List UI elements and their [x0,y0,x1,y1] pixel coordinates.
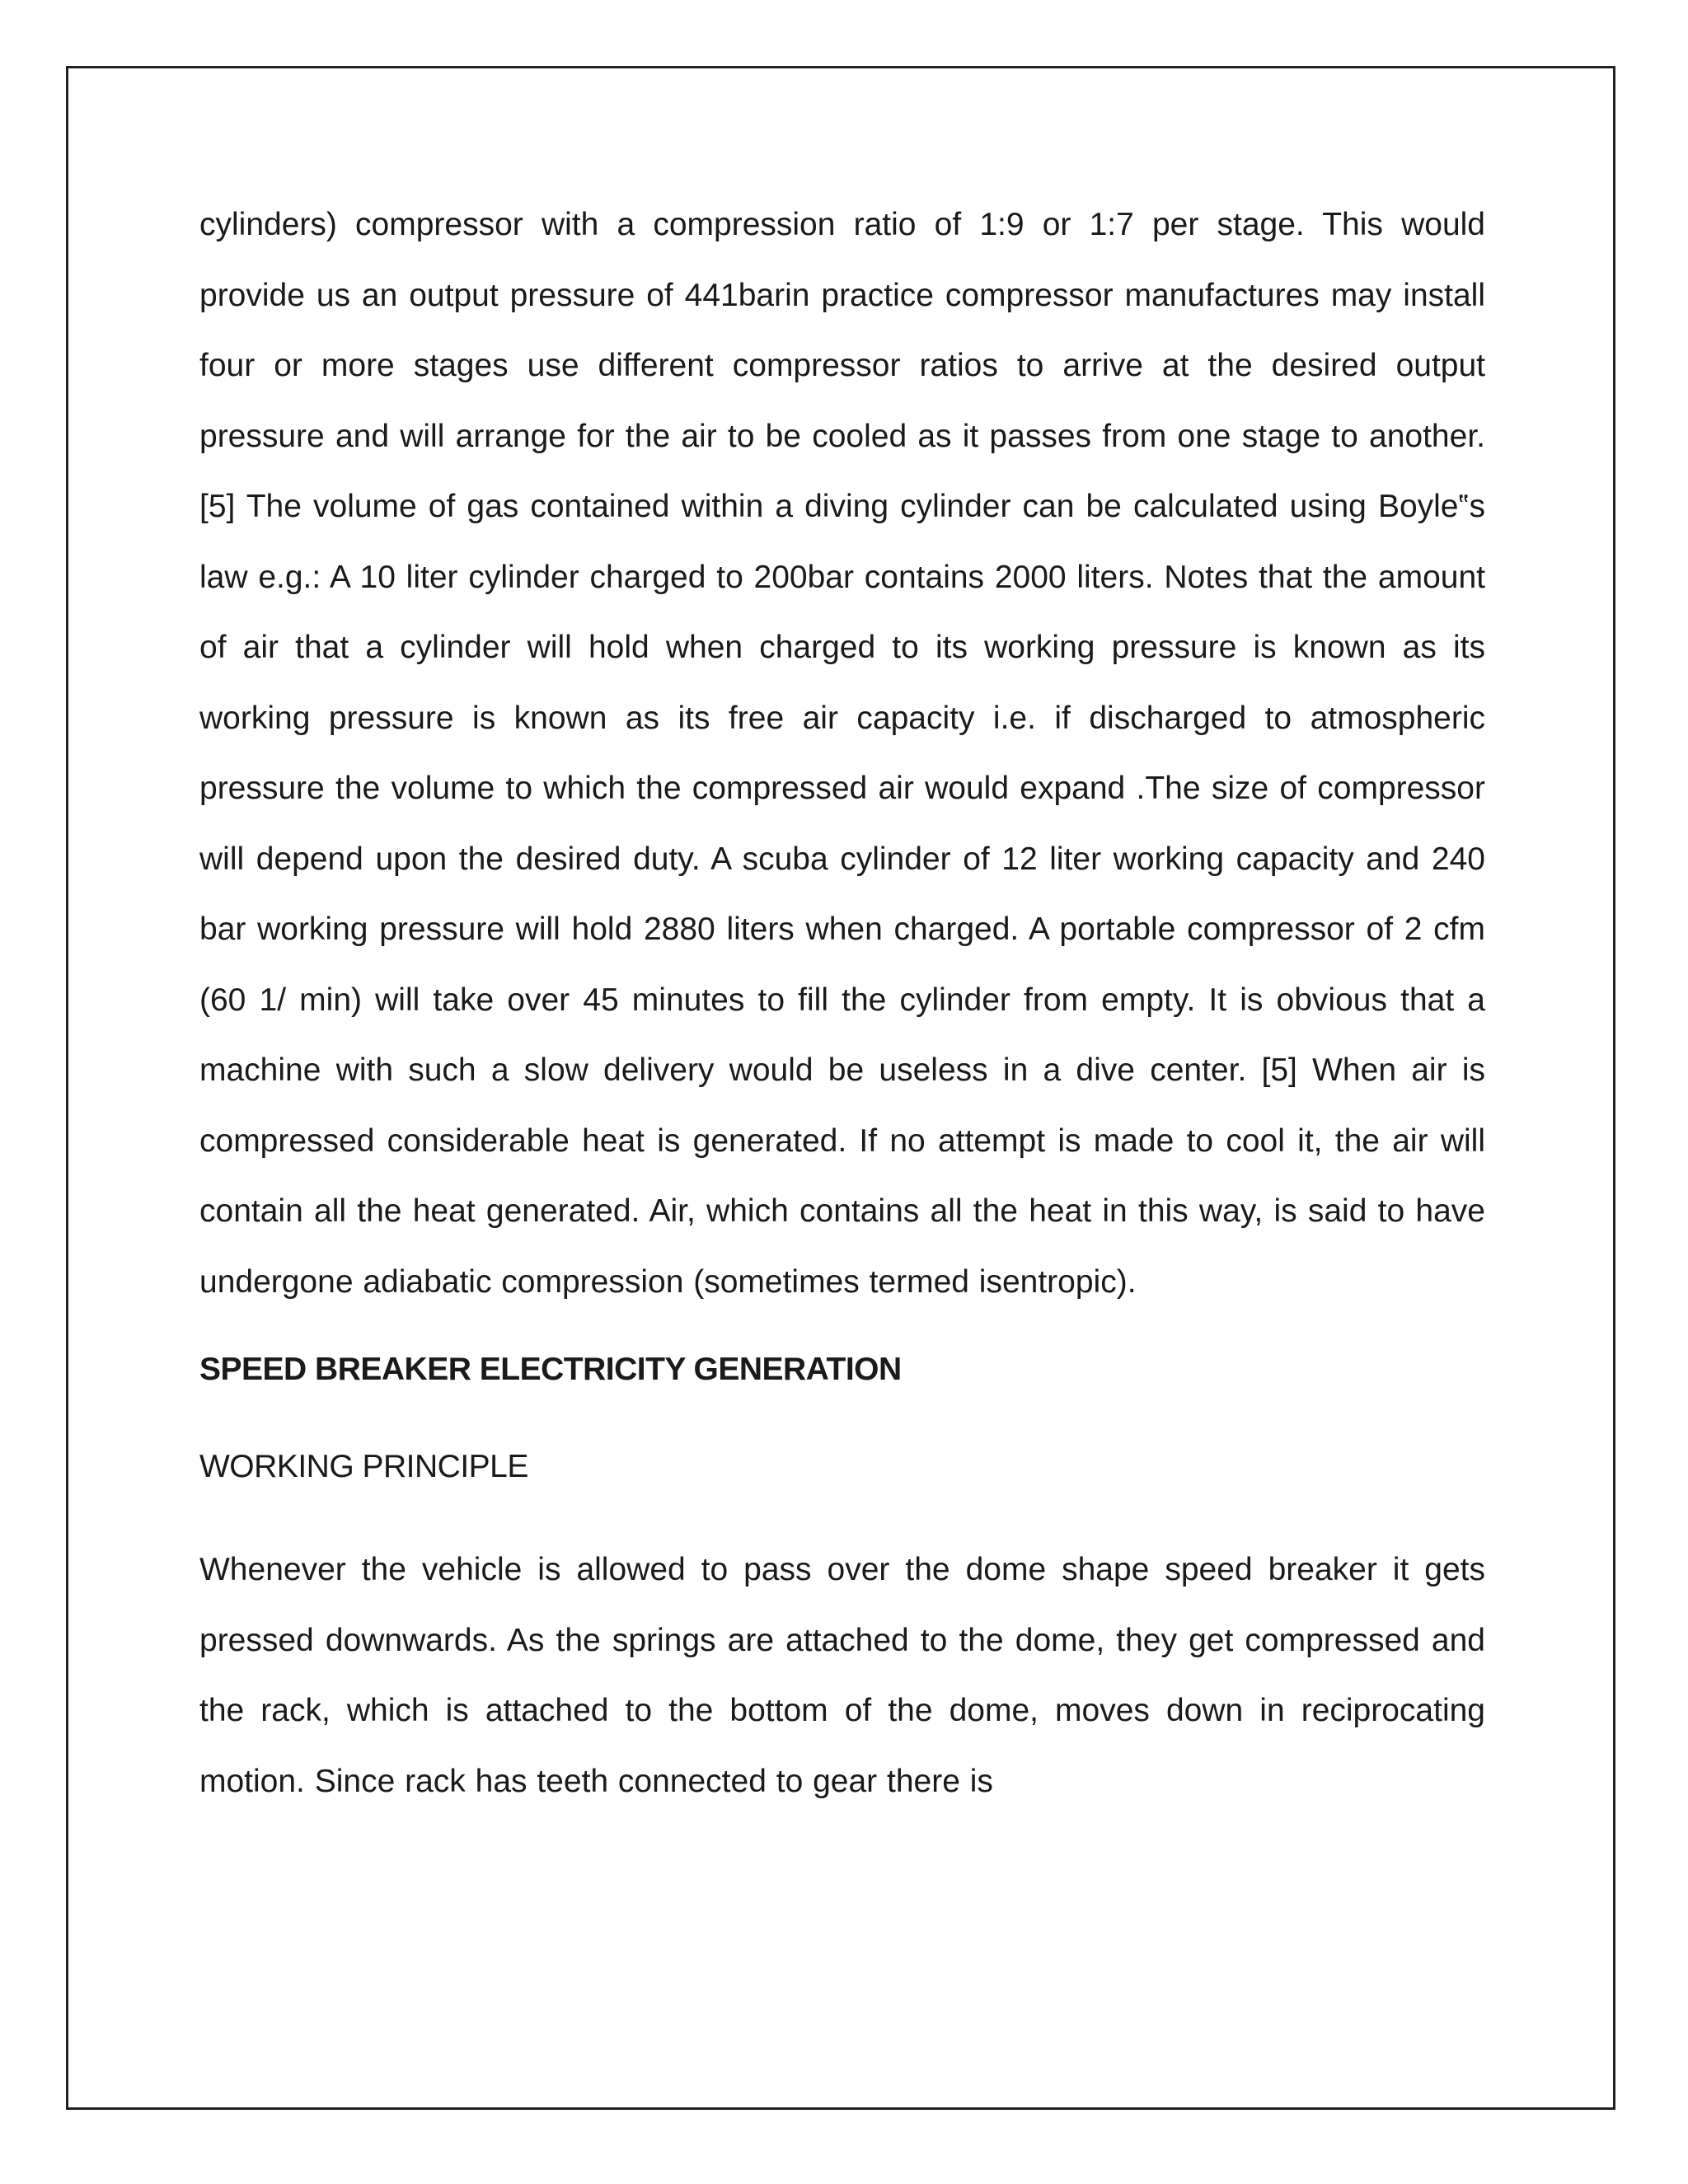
section-subheading: WORKING PRINCIPLE [199,1449,528,1484]
section-heading: SPEED BREAKER ELECTRICITY GENERATION [199,1352,902,1387]
document-body [199,190,1485,1816]
body-paragraph-working-principle: Whenever the vehicle is allowed to pass over the dome shape speed breaker it gets pressed downwards. As the springs are attached to the dome, they get compressed and the rack, which is attached to the bottom of the dome, moves down in reciprocating motion. Since rack has teeth connected to gear there is [199,1552,1485,1799]
body-paragraph-compressor: cylinders) compressor with a compression ratio of 1:9 or 1:7 per stage. This would provide us an output pressure of 441barin practice compressor manufactures may install four or more stages use different compressor ratios to arrive at the desired output pressure and will arrange for the air to be cooled as it passes from one stage to another. [5] The volume of gas contained within a diving cylinder can be calculated using Boyle‟s law e.g.: A 10 liter cylinder charged to 200bar contains 2000 liters. Notes that the amount of air that a cylinder will hold when charged to its working pressure is known as its working pressure is known as its free air capacity i.e. if discharged to atmospheric pressure the volume to which the compressed air would expand .The size of compressor will depend upon the desired duty. A scuba cylinder of 12 liter working capacity and 240 bar working pressure will hold 2880 liters when charged. A portable compressor of 2 cfm (60 1/ min) will take over 45 minutes to fill the cylinder from empty. It is obvious that a machine with such a slow delivery would be useless in a dive center. [5] When air is compressed considerable heat is generated. If no attempt is made to cool it, the air will contain all the heat generated. Air, which contains all the heat in this way, is said to have undergone adiabatic compression (sometimes termed isentropic). [199,207,1485,1300]
